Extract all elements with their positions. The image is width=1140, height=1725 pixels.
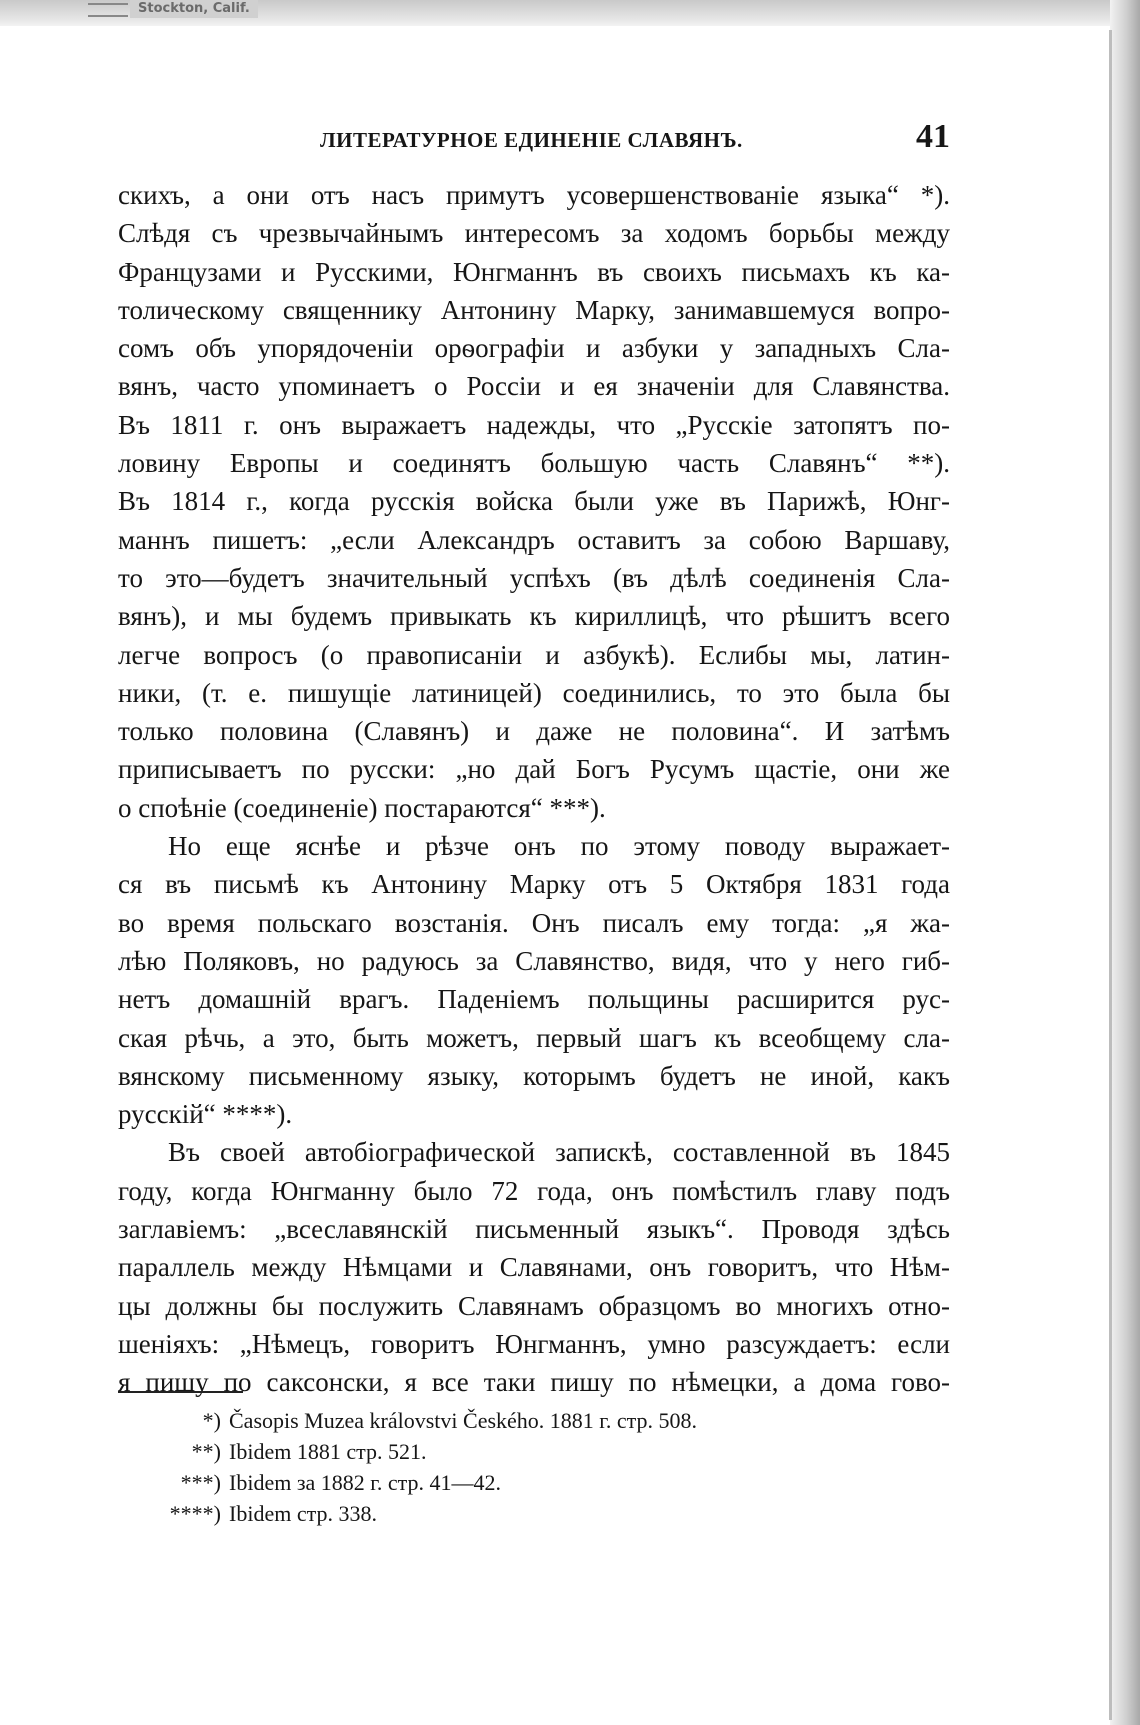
footnote-text: Ibidem 1881 стр. 521.: [229, 1439, 427, 1464]
text-line: параллель между Нѣмцами и Славянами, онъ говоритъ, что Нѣм-: [118, 1252, 950, 1283]
text-line: Слѣдя съ чрезвычайнымъ интересомъ за ходомъ борьбы между: [118, 218, 950, 249]
text-line: толическому священнику Антонину Марку, занимавшемуся вопро-: [118, 294, 950, 325]
text-line: Въ 1814 г., когда русскія войска были уже въ Парижѣ, Юнг-: [118, 486, 950, 517]
text-line: сомъ объ упорядоченіи орѳографіи и азбуки у западныхъ Сла-: [118, 333, 950, 364]
text-line: то это—будетъ значительный успѣхъ (въ дѣлѣ соединенія Сла-: [118, 562, 950, 593]
footnote-mark: ****): [169, 1501, 221, 1526]
footnote-mark: *): [202, 1408, 221, 1433]
text-line: Въ своей автобіографической запискѣ, составленной въ 1845: [168, 1137, 950, 1168]
text-line: Въ 1811 г. онъ выражаетъ надежды, что „Русскіе затопятъ по-: [118, 409, 950, 440]
running-title: ЛИТЕРАТУРНОЕ ЕДИНЕНІЕ СЛАВЯНЪ.: [320, 128, 743, 152]
text-line: Но еще яснѣе и рѣзче онъ по этому поводу выражает-: [168, 831, 950, 862]
text-line: маннъ пишетъ: „если Александръ оставитъ за собою Варшаву,: [118, 524, 950, 555]
footnote-text: Časopis Muzea královstvi Českého. 1881 г. стр. 508.: [229, 1408, 697, 1433]
text-line: ники, (т. е. пишущіе латиницей) соединились, то это была бы: [118, 677, 950, 708]
text-line: шеніяхъ: „Нѣмецъ, говоритъ Юнгманнъ, умно разсуждаетъ: если: [118, 1328, 950, 1359]
library-stamp: Stockton, Calif.: [130, 0, 258, 18]
text-line: я пишу по саксонски, я все таки пишу по нѣмецки, а дома гово-: [118, 1367, 950, 1398]
text-line: только половина (Славянъ) и даже не половина“. И затѣмъ: [118, 716, 950, 747]
footnote-rule: [118, 1391, 243, 1393]
text-line: вянскому письменному языку, которымъ будетъ не иной, какъ: [118, 1060, 950, 1091]
text-line: ловину Европы и соединятъ большую часть Славянъ“ **).: [118, 448, 950, 479]
text-line: ская рѣчь, а это, быть можетъ, первый шагъ къ всеобщему сла-: [118, 1022, 950, 1053]
footnote: [118, 1467, 950, 1498]
footnote-mark: **): [191, 1439, 221, 1464]
page-header: [120, 118, 950, 158]
page-edge-shadow: [1109, 30, 1112, 1720]
scan-right-edge: [1110, 0, 1140, 1725]
text-line: вянъ), и мы будемъ привыкать къ кириллицѣ, что рѣшитъ всего: [118, 601, 950, 632]
text-line: Французами и Русскими, Юнгманнъ въ своихъ письмахъ къ ка-: [118, 256, 950, 287]
text-line: заглавіемъ: „всеславянскій письменный языкъ“. Проводя здѣсь: [118, 1214, 950, 1245]
text-line: нетъ домашній врагъ. Паденіемъ польщины расширится рус-: [118, 984, 950, 1015]
text-line: цы должны бы послужить Славянамъ образцомъ во многихъ отно-: [118, 1290, 950, 1321]
text-line: году, когда Юнгманну было 72 года, онъ помѣстилъ главу подъ: [118, 1175, 950, 1206]
text-line: вянъ, часто упоминаетъ о Россіи и ея значеніи для Славянства.: [118, 371, 950, 402]
text-line: во время польскаго возстанія. Онъ писалъ ему тогда: „я жа-: [118, 907, 950, 938]
page-number: 41: [916, 118, 950, 155]
footnote: [118, 1436, 950, 1467]
text-line: легче вопросъ (о правописаніи и азбукѣ). Еслибы мы, латин-: [118, 639, 950, 670]
text-line: приписываетъ по русски: „но дай Богъ Русумъ щастіе, они же: [118, 754, 950, 785]
footnote-mark: ***): [180, 1470, 221, 1495]
text-line: скихъ, а они отъ насъ примутъ усовершенствованіе языка“ *).: [118, 180, 950, 210]
text-line: ся въ письмѣ къ Антонину Марку отъ 5 Октября 1831 года: [118, 869, 950, 900]
scan-top-edge: [0, 0, 1140, 26]
text-line: лѣю Поляковъ, но радуюсь за Славянство, видя, что у него гиб-: [118, 945, 950, 976]
footnote-text: Ibidem за 1882 г. стр. 41—42.: [229, 1470, 501, 1495]
footnote: [118, 1498, 950, 1529]
stamp-lines: [88, 3, 128, 17]
footnotes: [118, 1405, 950, 1529]
footnote-text: Ibidem стр. 338.: [229, 1501, 377, 1526]
body-text: [118, 176, 950, 1402]
text-line: русскій“ ****).: [118, 1099, 293, 1130]
footnote: [118, 1405, 950, 1436]
text-line: о споѣніе (соединеніе) постараются“ ***).: [118, 792, 606, 823]
